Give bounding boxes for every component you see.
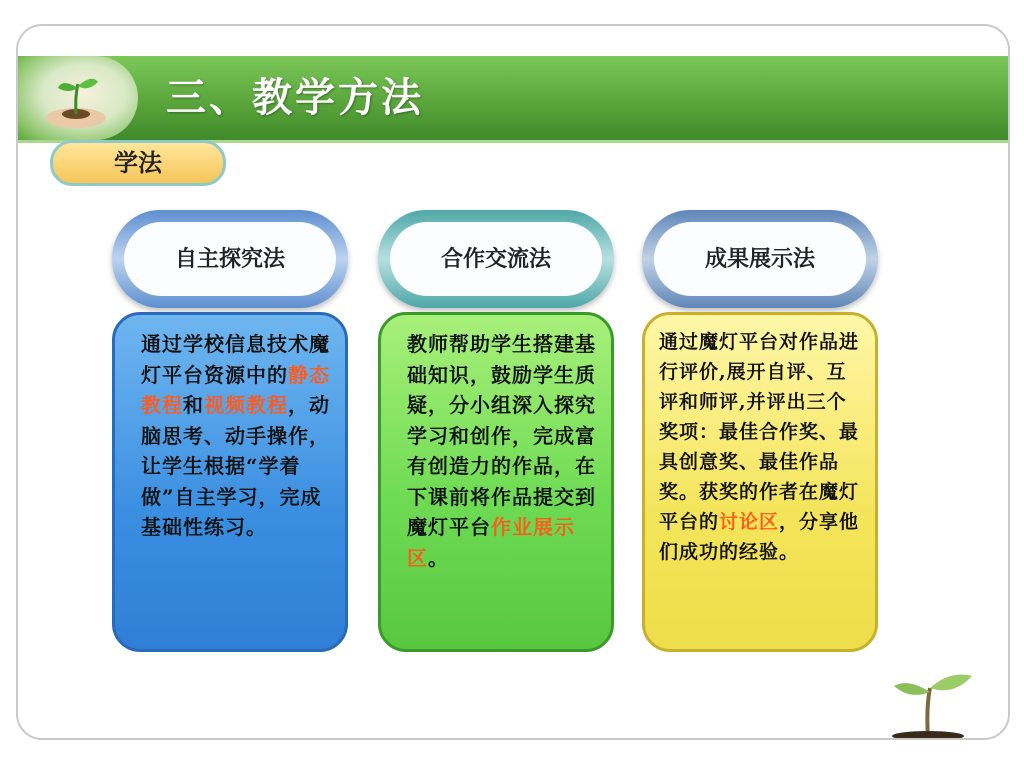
method-3-highlight: 讨论区 xyxy=(719,511,780,533)
method-header-2-label: 合作交流法 xyxy=(390,222,602,296)
method-header-1-label: 自主探究法 xyxy=(124,222,336,296)
section-label-pill: 学法 xyxy=(50,140,226,186)
sprout-icon xyxy=(888,648,978,738)
header-bar xyxy=(18,56,1008,143)
seedling-hands-icon xyxy=(18,56,138,140)
method-body-3 xyxy=(642,312,878,652)
method-2-text-end: 。 xyxy=(428,545,449,570)
method-body-1 xyxy=(112,312,348,652)
method-1-text-mid: 和 xyxy=(183,393,204,417)
method-header-3 xyxy=(642,210,878,308)
method-1-text-end: ，动脑思考、动手操作，让学生根据“学着做”自主学习，完成基础性练习。 xyxy=(141,393,330,539)
method-1-highlight-static: 静态教程 xyxy=(141,362,330,417)
page-title: 三、教学方法 xyxy=(166,74,424,121)
method-1-text: 通过学校信息技术魔灯平台资源中的 xyxy=(141,332,330,387)
method-header-3-label: 成果展示法 xyxy=(654,222,866,296)
method-body-2 xyxy=(378,312,614,652)
method-3-text-end: ，分享他们成功的经验。 xyxy=(659,511,860,563)
method-3-text: 通过魔灯平台对作品进行评价,展开自评、互评和师评,并评出三个奖项：最佳合作奖、最具创意奖、最佳作品奖。获奖的作者在魔灯平台的 xyxy=(659,331,860,533)
method-1-highlight-video: 视频教程 xyxy=(204,393,288,417)
method-header-2 xyxy=(378,210,614,308)
method-2-highlight: 作业展示区 xyxy=(407,515,575,570)
method-2-text: 教师帮助学生搭建基础知识，鼓励学生质疑，分小组深入探究学习和创作，完成富有创造力的作品，在下课前将作品提交到魔灯平台 xyxy=(407,332,596,539)
method-header-1 xyxy=(112,210,348,308)
